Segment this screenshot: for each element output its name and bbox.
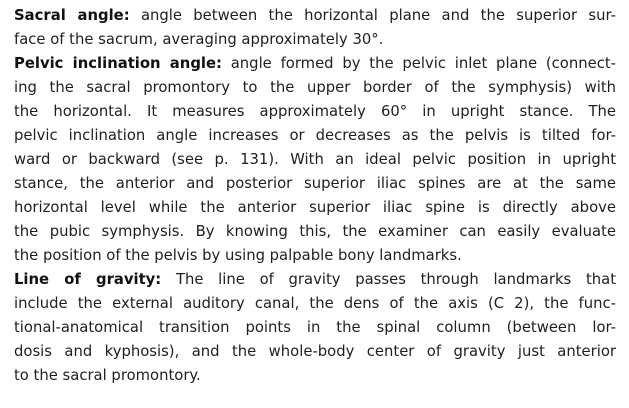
line-of-gravity-text: include the external auditory canal, the dens of the axis (C 2), the func- bbox=[14, 295, 616, 312]
term-line-of-gravity: Line of gravity: bbox=[14, 271, 162, 288]
text-line bbox=[14, 364, 616, 388]
text-line bbox=[14, 4, 616, 28]
text-line bbox=[14, 220, 616, 244]
pelvic-inclination-text: ing the sacral promontory to the upper border of the symphysis) with bbox=[14, 79, 616, 96]
pelvic-inclination-text: the position of the pelvis by using palpable bony landmarks. bbox=[14, 247, 462, 264]
pelvic-inclination-text: the pubic symphysis. By knowing this, the examiner can easily evaluate bbox=[14, 223, 616, 240]
term-pelvic-inclination-angle: Pelvic inclination angle: bbox=[14, 55, 222, 72]
text-line bbox=[14, 196, 616, 220]
pelvic-inclination-text: the horizontal. It measures approximately 60° in upright stance. The bbox=[14, 103, 616, 120]
pelvic-inclination-text: pelvic inclination angle increases or decreases as the pelvis is tilted for- bbox=[14, 127, 616, 144]
pelvic-inclination-text: ward or backward (see p. 131). With an ideal pelvic position in upright bbox=[14, 151, 616, 168]
line-of-gravity-text: dosis and kyphosis), and the whole-body center of gravity just anterior bbox=[14, 343, 616, 360]
pelvic-inclination-text: angle formed by the pelvic inlet plane (connect- bbox=[230, 55, 616, 72]
text-line bbox=[14, 148, 616, 172]
text-line bbox=[14, 316, 616, 340]
sacral-angle-text: face of the sacrum, averaging approximately 30°. bbox=[14, 31, 384, 48]
pelvic-inclination-text: stance, the anterior and posterior superior iliac spines are at the same bbox=[14, 175, 616, 192]
line-of-gravity-text: to the sacral promontory. bbox=[14, 367, 201, 384]
text-line bbox=[14, 268, 616, 292]
text-line bbox=[14, 172, 616, 196]
text-line bbox=[14, 100, 616, 124]
text-line bbox=[14, 52, 616, 76]
sacral-angle-text: angle between the horizontal plane and the superior sur- bbox=[140, 7, 616, 24]
pelvic-inclination-text: horizontal level while the anterior superior iliac spine is directly above bbox=[14, 199, 616, 216]
text-line bbox=[14, 76, 616, 100]
term-sacral-angle: Sacral angle: bbox=[14, 7, 130, 24]
text-line bbox=[14, 244, 616, 268]
text-line bbox=[14, 292, 616, 316]
text-line bbox=[14, 124, 616, 148]
text-line bbox=[14, 340, 616, 364]
line-of-gravity-text: tional-anatomical transition points in the spinal column (between lor- bbox=[14, 319, 616, 336]
text-line bbox=[14, 28, 616, 52]
line-of-gravity-text: The line of gravity passes through landmarks that bbox=[175, 271, 616, 288]
